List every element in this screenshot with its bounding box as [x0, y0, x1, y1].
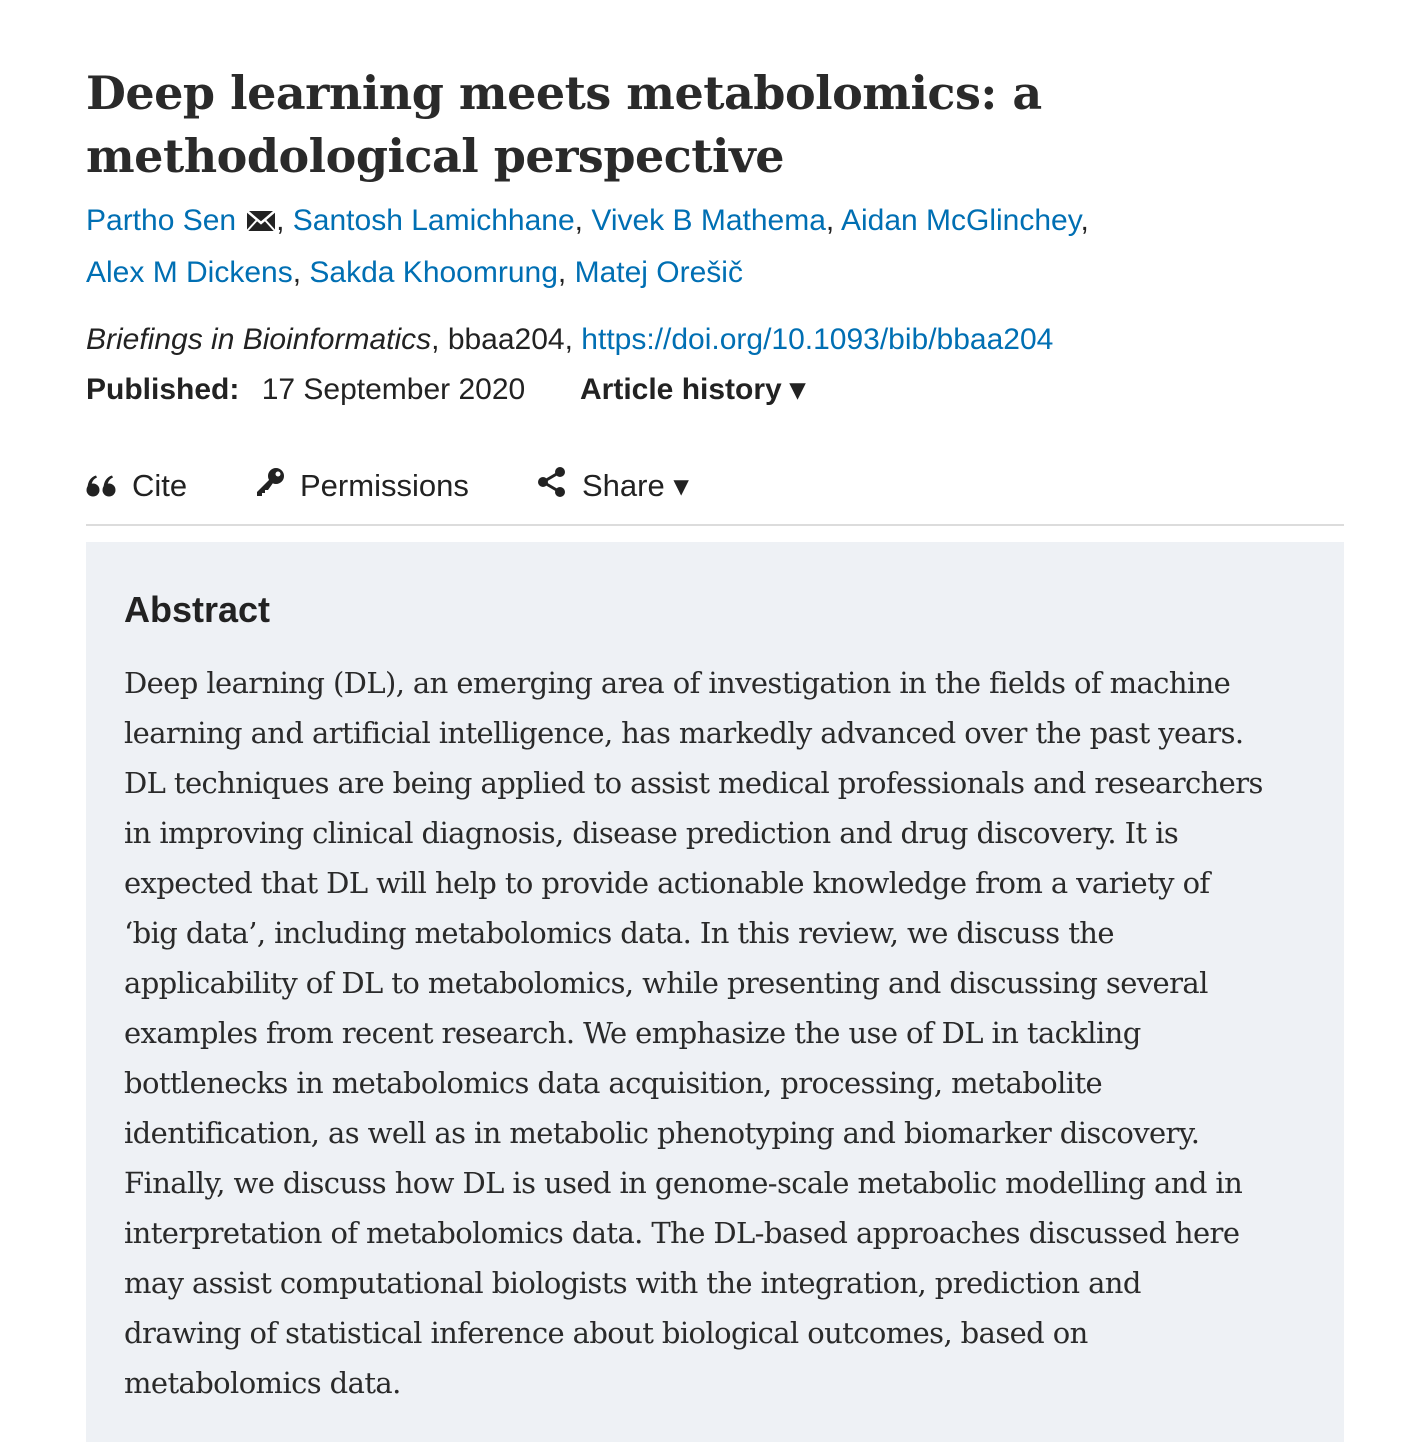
author-link[interactable]: Santosh Lamichhane: [292, 204, 575, 237]
doi-link[interactable]: https://doi.org/10.1093/bib/bbaa204: [581, 323, 1054, 356]
author-separator: ,: [276, 204, 285, 237]
share-icon: [536, 464, 568, 512]
abstract-line: expected that DL will help to provide actionable knowledge from a variety of: [124, 866, 1210, 900]
permissions-label: Permissions: [300, 468, 469, 503]
abstract-heading: Abstract: [124, 589, 271, 630]
citation-line: Briefings in Bioinformatics, bbaa204, https://doi.org/10.1093/bib/bbaa204: [86, 323, 1054, 356]
article-id: bbaa204,: [447, 323, 573, 356]
author-link[interactable]: Alex M Dickens: [86, 256, 293, 289]
published-date: 17 September 2020: [261, 373, 526, 406]
cite-button[interactable]: [86, 462, 187, 510]
abstract-line: bottlenecks in metabolomics data acquisition, processing, metabolite: [124, 1066, 1103, 1100]
abstract-line: examples from recent research. We emphasize the use of DL in tackling: [124, 1016, 1141, 1050]
abstract-line: Deep learning (DL), an emerging area of investigation in the fields of machine: [124, 666, 1231, 700]
abstract-line: ‘big data’, including metabolomics data. In this review, we discuss the: [124, 916, 1114, 950]
abstract-line: drawing of statistical inference about biological outcomes, based on: [124, 1316, 1088, 1350]
article-toolbar: [86, 462, 1344, 526]
abstract-line: in improving clinical diagnosis, disease prediction and drug discovery. It is: [124, 816, 1179, 850]
abstract-line: learning and artificial intelligence, has markedly advanced over the past years.: [124, 716, 1244, 750]
abstract-line: applicability of DL to metabolomics, while presenting and discussing several: [124, 966, 1208, 1000]
abstract-line: may assist computational biologists with the integration, prediction and: [124, 1266, 1141, 1300]
share-button[interactable]: [536, 462, 689, 510]
author-list: [86, 196, 1236, 298]
author-separator: ,: [825, 204, 835, 237]
author-link[interactable]: Aidan McGlinchey: [840, 204, 1081, 237]
abstract-text: [124, 658, 1314, 1408]
abstract-line: identification, as well as in metabolic phenotyping and biomarker discovery.: [124, 1116, 1200, 1150]
abstract-line: metabolomics data.: [124, 1366, 401, 1400]
abstract-line: interpretation of metabolomics data. The DL-based approaches discussed here: [124, 1216, 1240, 1250]
author-link[interactable]: Partho Sen: [86, 204, 237, 237]
envelope-icon[interactable]: [246, 198, 276, 248]
quote-icon: [86, 464, 118, 512]
permissions-button[interactable]: [254, 462, 469, 510]
publication-info: [86, 368, 1086, 412]
author-separator: ,: [557, 256, 567, 289]
author-link[interactable]: Vivek B Mathema: [591, 204, 826, 237]
published-label: Published:: [86, 373, 240, 406]
article-title: Deep learning meets metabolomics: a methodological perspective: [86, 66, 1042, 183]
author-link[interactable]: Sakda Khoomrung: [309, 256, 558, 289]
abstract-section: [86, 542, 1344, 1442]
article-history-toggle[interactable]: Article history ▾: [580, 373, 806, 406]
journal-name: Briefings in Bioinformatics: [86, 323, 432, 356]
author-separator: ,: [1080, 204, 1089, 237]
key-icon: [254, 464, 286, 512]
share-label: Share ▾: [582, 468, 689, 503]
abstract-line: DL techniques are being applied to assist medical professionals and researchers: [124, 766, 1263, 800]
author-separator: ,: [292, 256, 302, 289]
author-link[interactable]: Matej Orešič: [574, 256, 743, 289]
cite-label: Cite: [132, 468, 188, 503]
author-separator: ,: [574, 204, 584, 237]
abstract-line: Finally, we discuss how DL is used in genome-scale metabolic modelling and in: [124, 1166, 1243, 1200]
